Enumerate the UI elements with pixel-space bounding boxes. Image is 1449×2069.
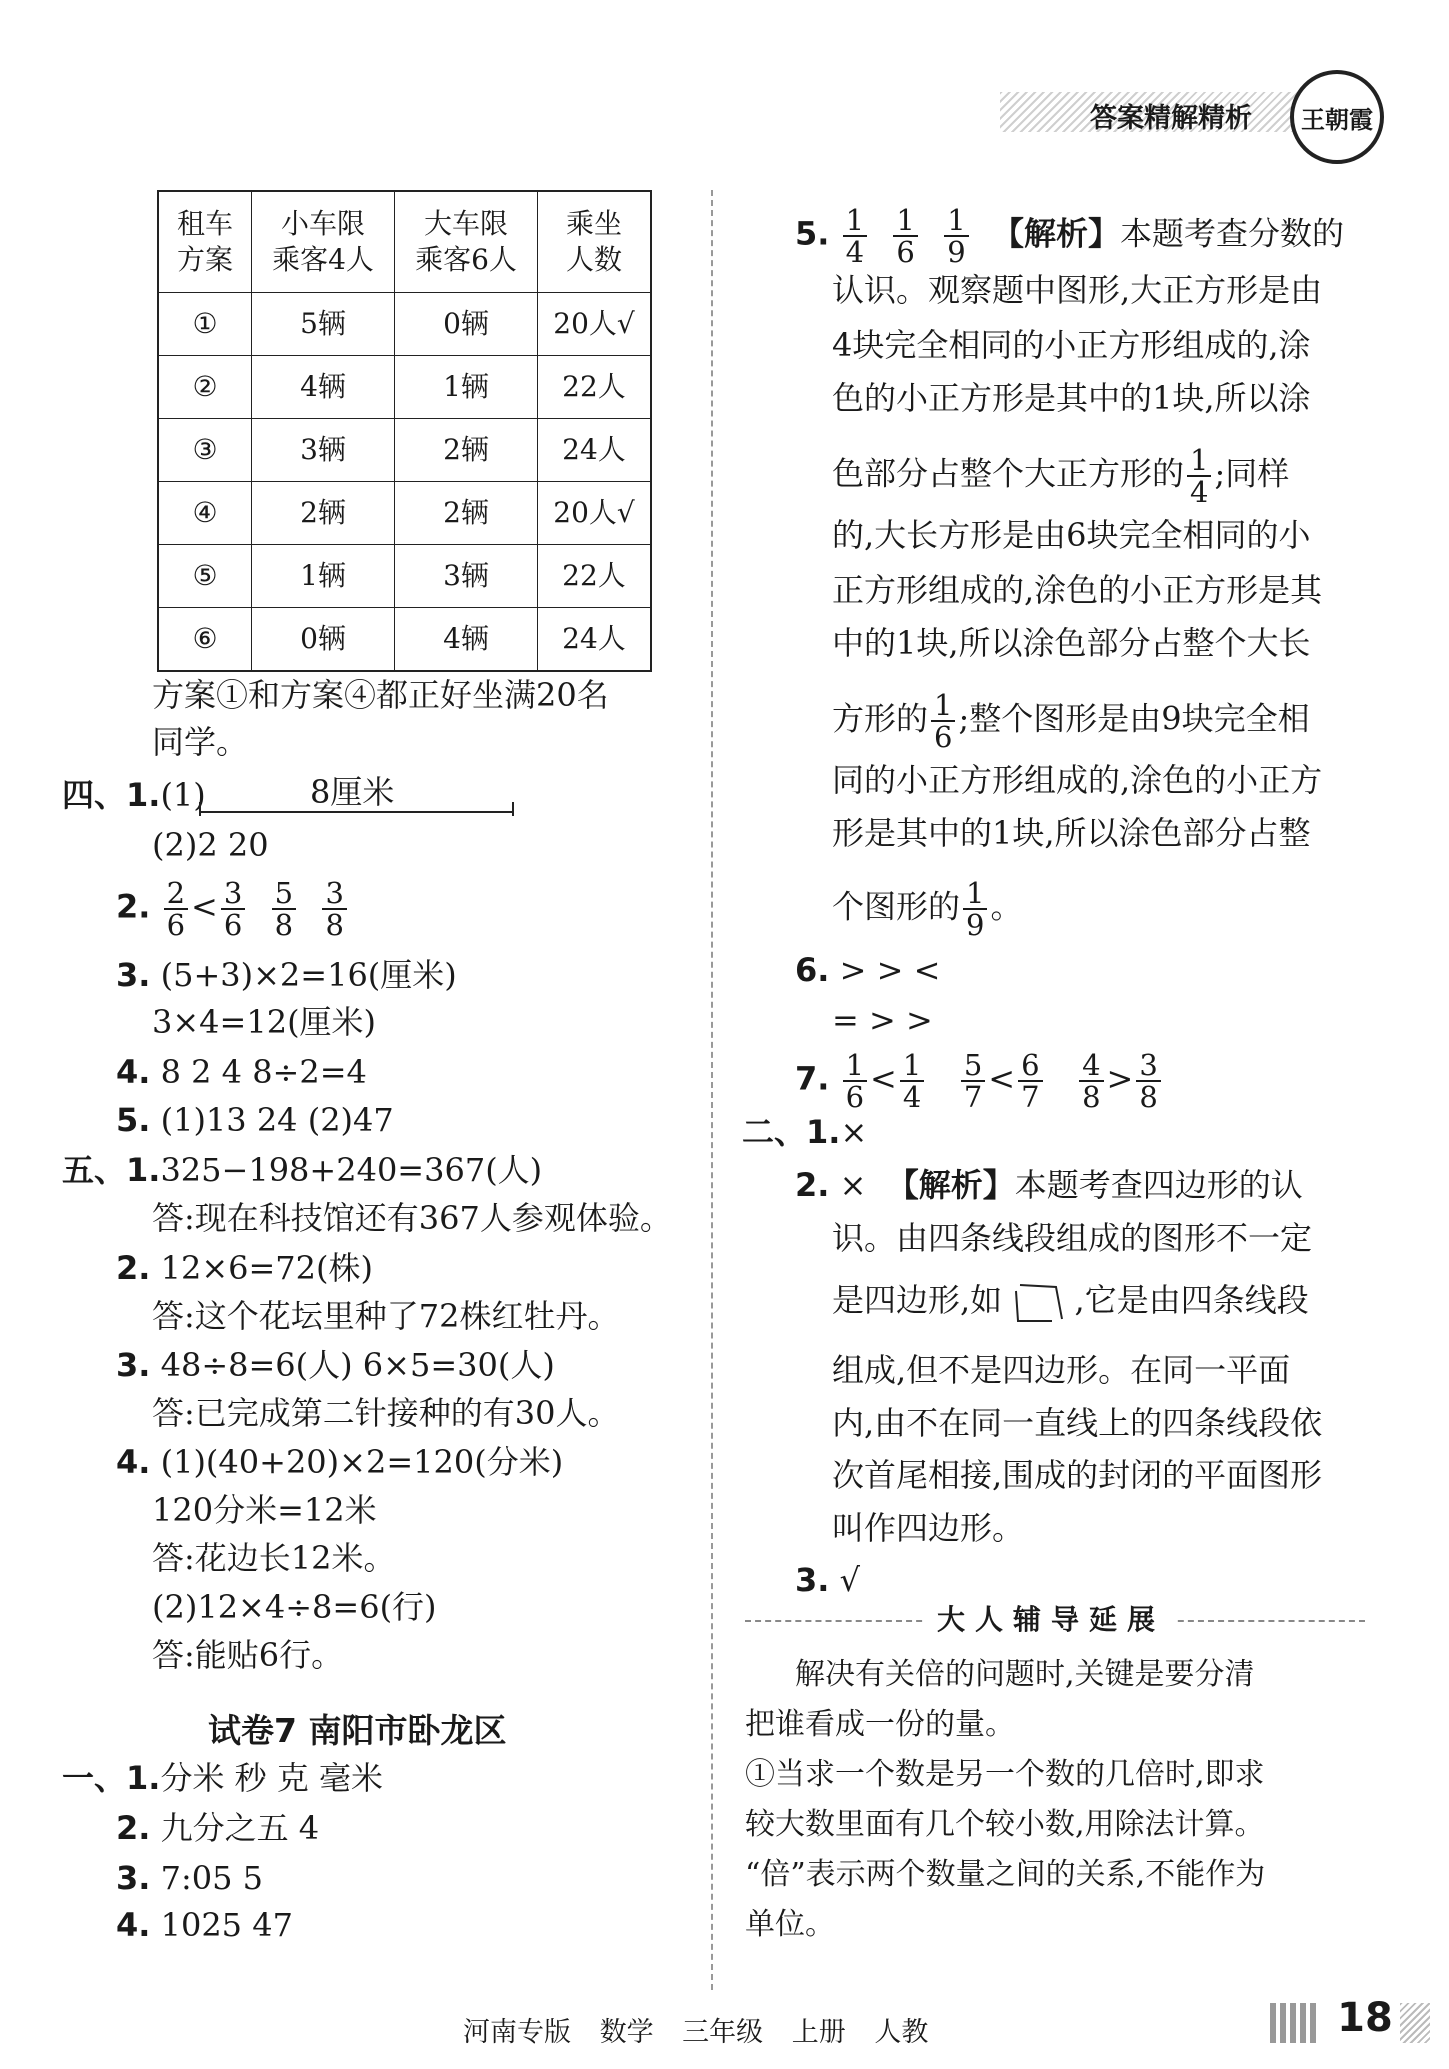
right-q6b: = > >	[832, 1001, 933, 1039]
conclusion-line-2: 同学。	[152, 723, 249, 761]
r5-line-10: 同的小正方形组成的,涂色的小正方	[832, 761, 1323, 799]
analysis-tag: 【解析】	[991, 214, 1120, 253]
tutor-line-2: 把谁看成一份的量。	[745, 1707, 1015, 1742]
paper7-q1: 一、1.分米 秒 克 毫米	[62, 1759, 383, 1797]
page-number-decoration	[1270, 2003, 1320, 2043]
r5-line-6: 的,大长方形是由6块完全相同的小	[832, 516, 1311, 554]
section-4-q4: 4. 8 2 4 8÷2=4	[116, 1053, 367, 1091]
r5-line-8: 中的1块,所以涂色部分占整个大长	[832, 624, 1311, 662]
section-5-q4d: (2)12×4÷8=6(行)	[152, 1588, 437, 1626]
header-title: 答案精解精析	[1090, 103, 1252, 134]
table-row: ① 5辆 0辆 20人√	[158, 293, 651, 356]
tutor-line-6: 单位。	[745, 1907, 835, 1942]
brand-logo	[1290, 70, 1384, 164]
section-5-q1: 五、1.325−198+240=367(人)	[62, 1151, 543, 1189]
section-5-q3-answer: 答:已完成第二针接种的有30人。	[152, 1394, 620, 1432]
tutor-line-1: 解决有关倍的问题时,关键是要分清	[795, 1657, 1255, 1692]
r5-line-3: 4块完全相同的小正方形组成的,涂	[832, 326, 1311, 364]
r2-line-3: 是四边形,如 ,它是由四条线段	[832, 1280, 1309, 1323]
section-5-q2-answer: 答:这个花坛里种了72株红牡丹。	[152, 1297, 620, 1335]
footer-info: 河南专版 数学 三年级 上册 人教	[463, 2017, 929, 2048]
section-5-q3: 3. 48÷8=6(人) 6×5=30(人)	[116, 1346, 555, 1384]
right-sec2-q3: 3. √	[795, 1561, 860, 1599]
table-row: ④ 2辆 2辆 20人√	[158, 482, 651, 545]
table-row: ③ 3辆 2辆 24人	[158, 419, 651, 482]
r2-line-7: 叫作四边形。	[832, 1509, 1025, 1547]
right-sec2-q1: 二、1.×	[742, 1113, 868, 1151]
section-5-q1-answer: 答:现在科技馆还有367人参观体验。	[152, 1199, 672, 1237]
page-number-decoration-right	[1400, 2003, 1430, 2043]
logo-text: 王朝霞	[1301, 104, 1373, 134]
r5-line-2: 认识。观察题中图形,大正方形是由	[832, 271, 1323, 309]
header-small-car: 小车限 乘客4人	[252, 191, 395, 293]
paper7-q2: 2. 九分之五 4	[116, 1809, 320, 1847]
paper7-q4: 4. 1025 47	[116, 1906, 293, 1944]
paper-7-title: 试卷7 南阳市卧龙区	[208, 1711, 507, 1750]
column-divider	[711, 190, 713, 1990]
right-q6: 6. > > <	[795, 951, 941, 989]
header-people: 乘坐 人数	[538, 191, 652, 293]
section-5-q4b: 120分米=12米	[152, 1491, 377, 1529]
section-4-q1: 四、1.(1)	[62, 776, 206, 814]
section-4-q2: 2. $\frac{2}{6}$ < $\frac{3}{6}$ $\frac{5}{8}$ $\frac{3}{8}$	[116, 878, 350, 940]
section-5-q4c: 答:花边长12米。	[152, 1539, 396, 1577]
tutor-line-5: “倍”表示两个数量之间的关系,不能作为	[745, 1857, 1266, 1892]
section-4-q3b: 3×4=12(厘米)	[152, 1003, 377, 1041]
r2-line-5: 内,由不在同一直线上的四条线段依	[832, 1404, 1323, 1442]
tutor-line-4: 较大数里面有几个较小数,用除法计算。	[745, 1807, 1265, 1842]
non-closed-quadrilateral-icon	[1012, 1283, 1064, 1323]
r5-line-7: 正方形组成的,涂色的小正方形是其	[832, 571, 1323, 609]
r5-line-11: 形是其中的1块,所以涂色部分占整	[832, 814, 1311, 852]
tutor-line-3: ①当求一个数是另一个数的几倍时,即求	[745, 1757, 1265, 1792]
segment-label: 8厘米	[310, 773, 395, 811]
section-4-q5: 5. (1)13 24 (2)47	[116, 1101, 394, 1139]
conclusion-line-1: 方案①和方案④都正好坐满20名	[152, 676, 609, 714]
r5-line-12: 个图形的 $\frac{1}{9}$ 。	[832, 876, 1023, 942]
section-4-q1-2: (2)2 20	[152, 826, 269, 864]
right-q7: 7. $\frac{1}{6}$ < $\frac{1}{4}$ $\frac{5}{7}$ < $\frac{6}{7}$ $\frac{4}{8}$ > $\frac{3}{8}$	[795, 1050, 1164, 1112]
page-number: 18	[1337, 1995, 1393, 2041]
paper7-q3: 3. 7:05 5	[116, 1859, 263, 1897]
header-big-car: 大车限 乘客6人	[395, 191, 538, 293]
r2-line-2: 识。由四条线段组成的图形不一定	[832, 1219, 1313, 1257]
right-sec2-q2: 2. × 【解析】本题考查四边形的认	[795, 1166, 1303, 1204]
table-row: ⑤ 1辆 3辆 22人	[158, 545, 651, 608]
rental-plan-table	[157, 190, 652, 672]
r5-line-5: 色部分占整个大正方形的 $\frac{1}{4}$ ;同样	[832, 443, 1290, 509]
table-row: ② 4辆 1辆 22人	[158, 356, 651, 419]
tutor-section-title: 大人辅导延展	[925, 1598, 1177, 1638]
r2-line-6: 次首尾相接,围成的封闭的平面图形	[832, 1456, 1323, 1494]
section-5-q4: 4. (1)(40+20)×2=120(分米)	[116, 1443, 564, 1481]
table-header-row	[158, 191, 651, 293]
header-plan: 租车 方案	[158, 191, 252, 293]
r5-line-4: 色的小正方形是其中的1块,所以涂	[832, 379, 1311, 417]
section-5-q4e: 答:能贴6行。	[152, 1636, 344, 1674]
section-4-q3: 3. (5+3)×2=16(厘米)	[116, 956, 457, 994]
section-5-q2: 2. 12×6=72(株)	[116, 1249, 373, 1287]
right-q5: 5. $\frac{1}{4}$ $\frac{1}{6}$ $\frac{1}{9}$ 【解析】本题考查分数的	[795, 203, 1345, 269]
table-row: ⑥ 0辆 4辆 24人	[158, 608, 651, 672]
r2-line-4: 组成,但不是四边形。在同一平面	[832, 1351, 1291, 1389]
r5-line-9: 方形的 $\frac{1}{6}$ ;整个图形是由9块完全相	[832, 688, 1310, 754]
